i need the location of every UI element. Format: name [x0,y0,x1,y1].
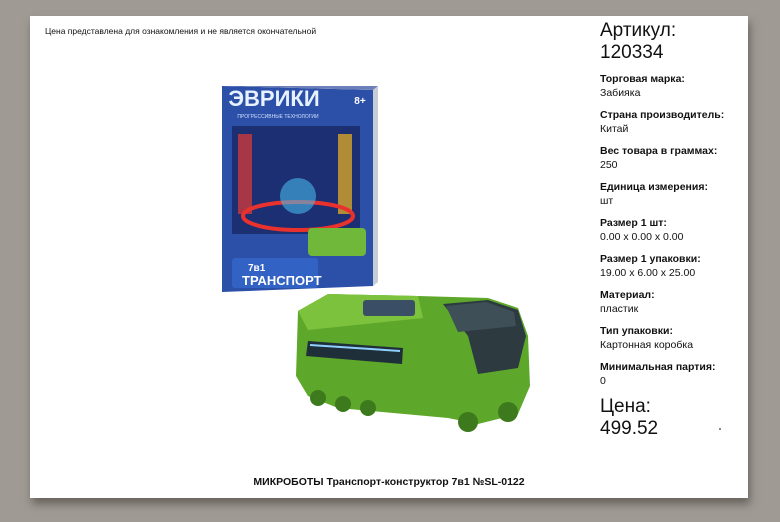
toy-vehicle [296,294,530,432]
min-order-value: 0 [600,375,606,387]
product-image [218,86,588,456]
sku-value: 120334 [600,42,664,63]
country-value: Китай [600,123,629,135]
box-count-text: 7в1 [248,263,266,274]
box-name-text: ТРАНСПОРТ [242,273,322,288]
item-size-label: Размер 1 шт: [600,217,667,229]
box-tagline-text: ПРОГРЕССИВНЫЕ ТЕХНОЛОГИИ [237,114,319,120]
price-label: Цена: [600,396,651,417]
box-brand-text: ЭВРИКИ [228,86,320,111]
price-disclaimer: Цена представлена для ознакомления и не является окончательной [45,26,317,36]
country-label: Страна производитель: [600,109,725,121]
stray-dot [719,428,721,430]
item-size-value: 0.00 x 0.00 x 0.00 [600,231,684,243]
weight-label: Вес товара в граммах: [600,145,718,157]
material-value: пластик [600,303,639,315]
product-sheet [30,16,748,498]
brand-label: Торговая марка: [600,73,685,85]
package-type-label: Тип упаковки: [600,325,673,337]
package-type-value: Картонная коробка [600,339,694,351]
package-size-value: 19.00 x 6.00 x 25.00 [600,267,696,279]
unit-value: шт [600,195,614,207]
brand-value: Забияка [600,87,641,99]
material-label: Материал: [600,289,655,301]
weight-value: 250 [600,159,618,171]
sku-label: Артикул: [600,20,677,41]
box-age-text: 8+ [354,96,366,107]
min-order-label: Минимальная партия: [600,361,716,373]
package-size-label: Размер 1 упаковки: [600,253,701,265]
product-title: МИКРОБОТЫ Транспорт-конструктор 7в1 №SL-0122 [253,476,525,488]
product-box [222,86,378,292]
price-value: 499.52 [600,418,659,439]
unit-label: Единица измерения: [600,181,708,193]
product-info-panel [600,20,748,440]
